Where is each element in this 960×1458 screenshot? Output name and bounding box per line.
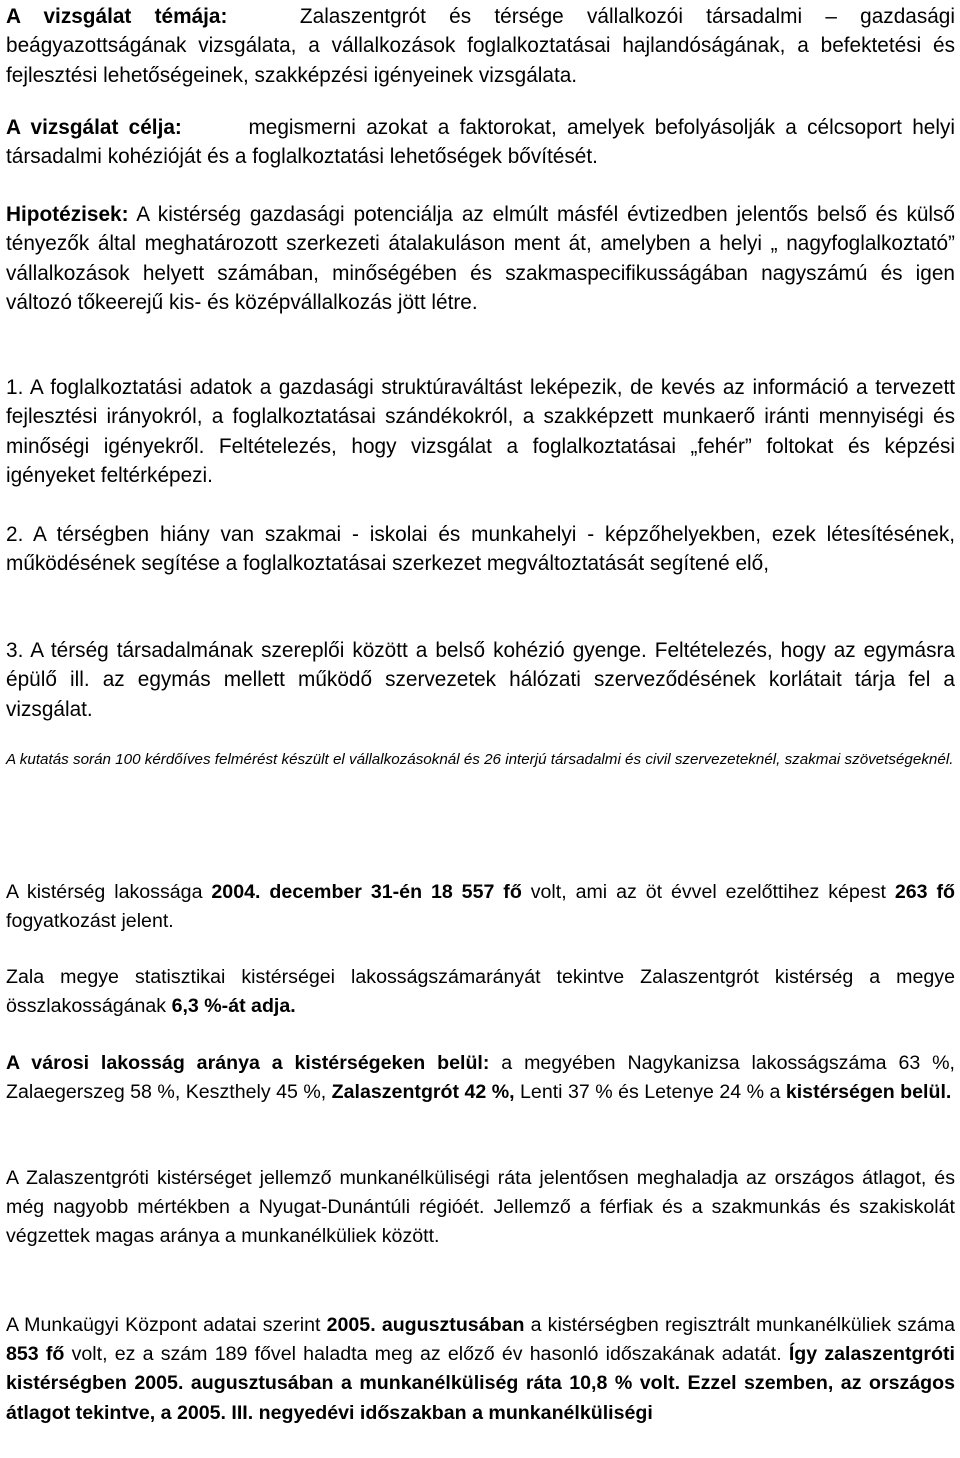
goal-label: A vizsgálat célja:: [6, 116, 182, 139]
urban-text-1: a megyében Nagykanizsa lakosságszáma 63 %, Zalaegerszeg 58 %, Keszthely 45 %,: [6, 1052, 955, 1104]
method-note: A kutatás során 100 kérdőíves felmérést készült el vállalkozásoknál és 26 interjú társadalmi és civil szervezeteknél, szakmai szövetségeknél.: [6, 751, 954, 768]
goal-paragraph: [6, 113, 955, 172]
topic-text: Zalaszentgrót és térsége vállalkozói társadalmi – gazdasági beágyazottságának vizsgálata, a vállalkozások foglalkoztatásai hajlandóságának, a befektetési és fejlesztési lehetőségeinek, szakképzési igényeinek vizsgálata.: [6, 5, 955, 87]
topic-paragraph: [6, 2, 955, 90]
hypothesis-2: 2. A térségben hiány van szakmai - iskolai és munkahelyi - képzőhelyekben, ezek létesítésének, működésének segítése a foglalkoztatásai szerkezet megváltoztatását segítené elő,: [6, 523, 955, 576]
share-text: Zala megye statisztikai kistérségei lakosságszámarányát tekintve Zalaszentgrót kistérség a megye összlakosságának: [6, 966, 955, 1018]
hypotheses-paragraph: [6, 200, 955, 318]
population-paragraph: [6, 878, 955, 936]
goal-text: megismerni azokat a faktorokat, amelyek befolyásolják a célcsoport helyi társadalmi kohézióját és a foglalkoztatási lehetőségek bővítését.: [6, 116, 955, 169]
population-decrease: 263 fő: [894, 881, 955, 903]
office-date: 2005. augusztusában: [326, 1314, 525, 1336]
urban-label: A városi lakosság aránya a kistérségeken belül:: [6, 1052, 490, 1074]
population-text-1: A kistérség lakossága: [6, 881, 212, 903]
hypotheses-text: A kistérség gazdasági potenciálja az elmúlt másfél évtizedben jelentős belső és külső tényezők által meghatározott szerkezeti átalakuláson ment át, amelyben a helyi „ nagyfoglalkoztató” vállalkozások helyett számában, minőségében és szakmaspecifikusságában nagyszámú és igen változó tőkeerejű kis- és középvállalkozás jött létre.: [6, 203, 955, 315]
urban-text-2: Lenti 37 % és Letenye 24 % a: [514, 1081, 786, 1104]
office-text-1: A Munkaügyi Központ adatai szerint: [6, 1314, 327, 1336]
population-date-count: 2004. december 31-én 18 557 fő: [211, 881, 522, 903]
office-text-3: volt, ez a szám 189 fővel haladta meg az előző év hasonló időszakának adatát.: [64, 1343, 789, 1366]
unemployment-paragraph: A Zalaszentgróti kistérséget jellemző munkanélküliségi ráta jelentősen meghaladja az országos átlagot, és még nagyobb mértékben a Nyugat-Dunántúli régióét. Jellemző a férfiak és a szakmunkás és szakiskolát végzettek magas aránya a munkanélküliek között.: [6, 1167, 955, 1248]
office-paragraph: [6, 1311, 955, 1428]
urban-paragraph: [6, 1049, 955, 1107]
hypotheses-label: Hipotézisek:: [6, 203, 129, 226]
share-paragraph: [6, 963, 955, 1021]
hypothesis-3: 3. A térség társadalmának szereplői között a belső kohézió gyenge. Feltételezés, hogy az egymásra épülő ill. az egymás mellett működő szervezetek hálózati szerveződésének korlátait tárja fel a vizsgálat.: [6, 639, 955, 721]
topic-label: A vizsgálat témája:: [6, 5, 228, 28]
urban-zalaszentgrot: Zalaszentgrót 42 %,: [331, 1081, 515, 1104]
hypothesis-1: 1. A foglalkoztatási adatok a gazdasági struktúraváltást leképezik, de kevés az információ a tervezett fejlesztési irányokról, a foglalkoztatásai szándékokról, a szakképzett munkaerő iránti mennyiségi és minőségi igényekről. Feltételezés, hogy vizsgálat a foglalkoztatásai „fehér” foltokat és képzési igényeket feltérképezi.: [6, 376, 955, 488]
office-count: 853 fő: [6, 1343, 65, 1366]
share-percent: 6,3 %-át adja.: [171, 995, 296, 1018]
population-text-3: fogyatkozást jelent.: [6, 910, 174, 933]
population-text-2: volt, ami az öt évvel ezelőttihez képest: [521, 881, 895, 903]
office-text-2: a kistérségben regisztrált munkanélküliek száma: [524, 1314, 955, 1336]
office-rate: Így zalaszentgróti kistérségben 2005. augusztusában a munkanélküliség ráta 10,8 % volt. Ezzel szemben, az országos átlagot tekintve, a 2005. III. negyedévi időszakban a munkanélküliségi: [6, 1343, 955, 1424]
urban-within: kistérségen belül.: [785, 1081, 952, 1104]
